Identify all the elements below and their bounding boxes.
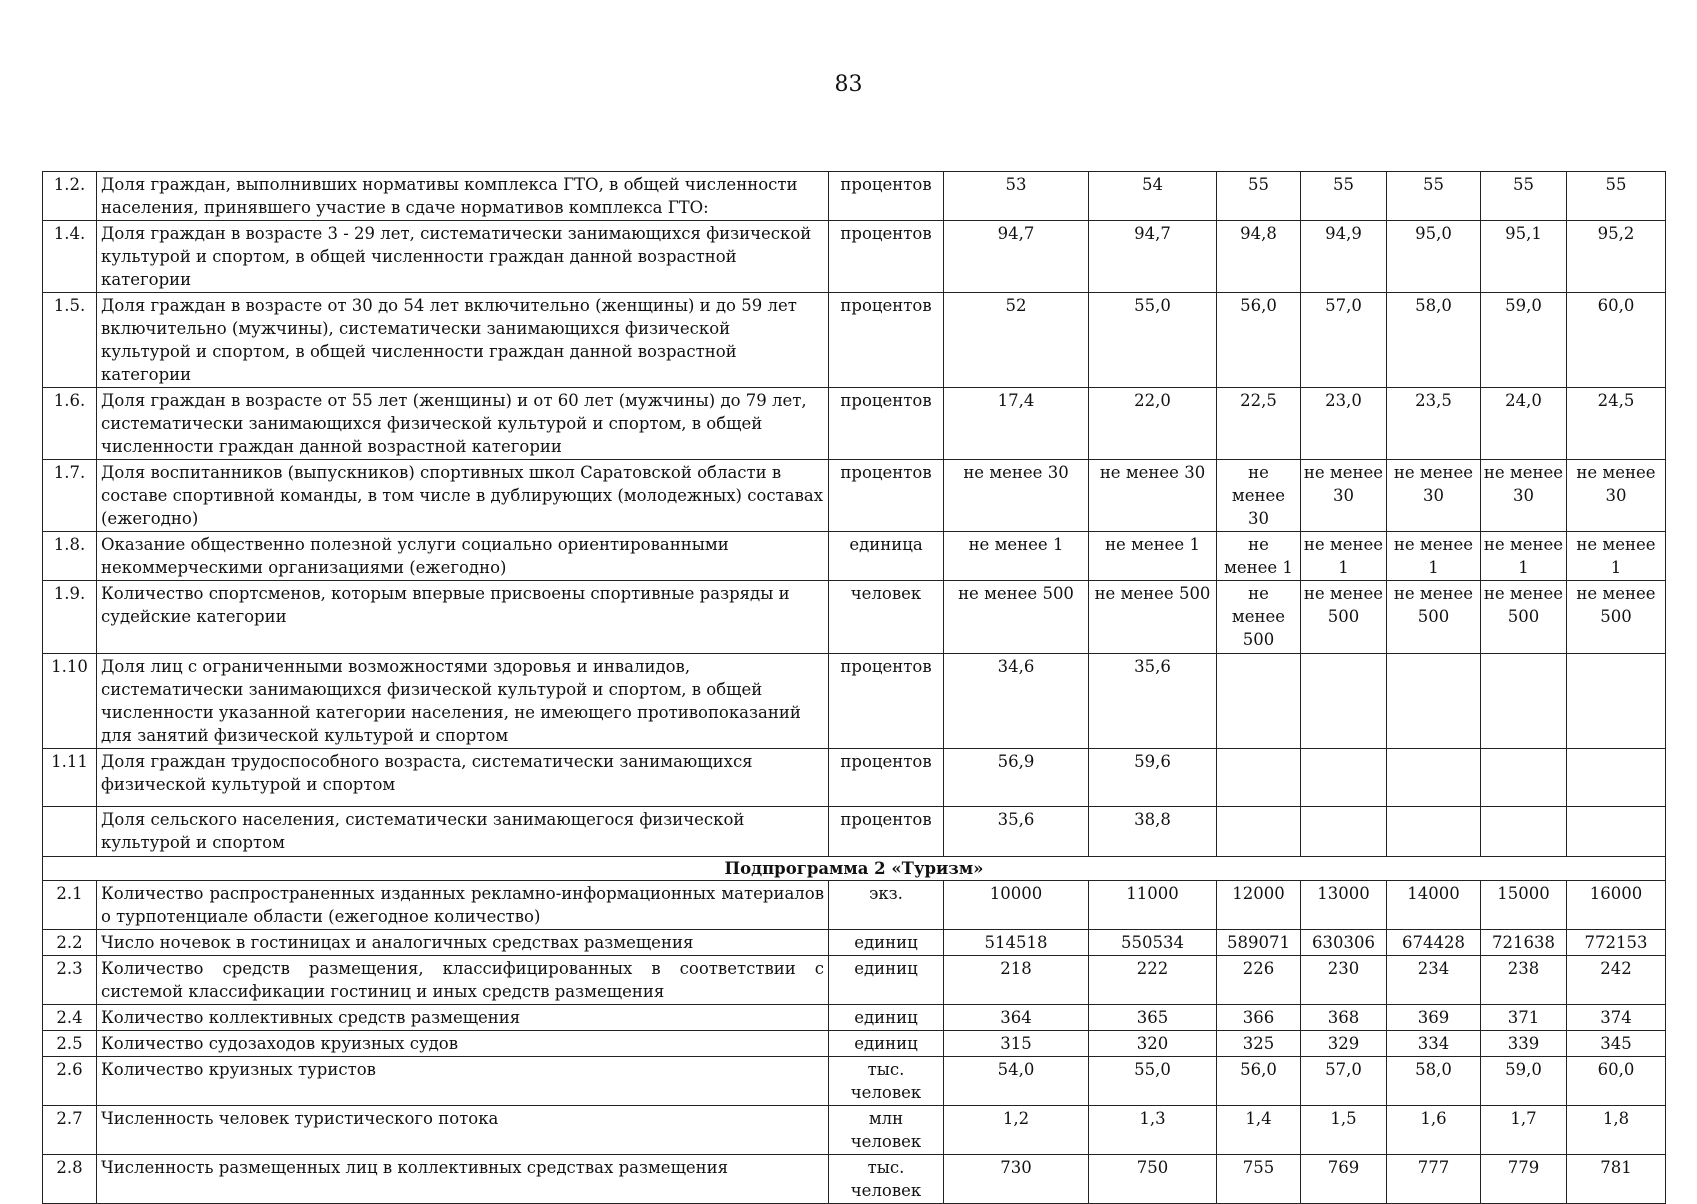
indicator-name: Количество судозаходов круизных судов	[97, 1031, 829, 1057]
value-cell: 57,0	[1301, 1057, 1387, 1106]
value-cell: 55	[1217, 172, 1301, 221]
value-cell: 56,0	[1217, 1057, 1301, 1106]
value-cell: 368	[1301, 1005, 1387, 1031]
value-cell: не менее 1	[944, 532, 1089, 581]
value-cell	[1481, 807, 1567, 857]
value-cell	[1301, 749, 1387, 807]
unit-cell: единиц	[829, 956, 944, 1005]
value-cell: не менее 500	[944, 581, 1089, 654]
value-cell: 60,0	[1567, 1057, 1666, 1106]
indicator-name: Число ночевок в гостиницах и аналогичных средствах размещения	[97, 930, 829, 956]
value-cell: 35,6	[1089, 654, 1217, 749]
value-cell	[1217, 654, 1301, 749]
unit-cell: тыс. человек	[829, 1057, 944, 1106]
row-number: 1.8.	[43, 532, 97, 581]
value-cell: 1,7	[1481, 1106, 1567, 1155]
indicator-name: Доля воспитанников (выпускников) спортивных школ Саратовской области в составе спортивной команды, в том числе в дублирующих (молодежных) составах (ежегодно)	[97, 460, 829, 532]
value-cell: 750	[1089, 1155, 1217, 1204]
value-cell	[1387, 749, 1481, 807]
value-cell: 14000	[1387, 881, 1481, 930]
row-number: 2.7	[43, 1106, 97, 1155]
value-cell: 1,3	[1089, 1106, 1217, 1155]
value-cell: 55	[1481, 172, 1567, 221]
value-cell: 222	[1089, 956, 1217, 1005]
value-cell: не менее 500	[1217, 581, 1301, 654]
row-number: 1.6.	[43, 388, 97, 460]
value-cell: 1,8	[1567, 1106, 1666, 1155]
row-number: 2.1	[43, 881, 97, 930]
table-row	[43, 654, 1666, 749]
value-cell: не менее 500	[1387, 581, 1481, 654]
value-cell: не менее 1	[1567, 532, 1666, 581]
value-cell: 630306	[1301, 930, 1387, 956]
value-cell: 53	[944, 172, 1089, 221]
value-cell: 60,0	[1567, 293, 1666, 388]
value-cell: 55	[1567, 172, 1666, 221]
table-row	[43, 930, 1666, 956]
value-cell	[1217, 807, 1301, 857]
value-cell: 550534	[1089, 930, 1217, 956]
unit-cell: экз.	[829, 881, 944, 930]
value-cell	[1301, 654, 1387, 749]
value-cell	[1567, 807, 1666, 857]
value-cell	[1387, 807, 1481, 857]
value-cell: не менее 30	[1567, 460, 1666, 532]
value-cell: не менее 30	[1217, 460, 1301, 532]
indicator-name: Доля граждан, выполнивших нормативы комплекса ГТО, в общей численности населения, принявшего участие в сдаче нормативов комплекса ГТО:	[97, 172, 829, 221]
value-cell: 56,9	[944, 749, 1089, 807]
value-cell: 365	[1089, 1005, 1217, 1031]
unit-cell: процентов	[829, 807, 944, 857]
value-cell: 781	[1567, 1155, 1666, 1204]
row-number: 2.2	[43, 930, 97, 956]
value-cell: 94,8	[1217, 221, 1301, 293]
indicator-name: Численность размещенных лиц в коллективных средствах размещения	[97, 1155, 829, 1204]
indicator-name: Доля граждан в возрасте 3 - 29 лет, систематически занимающихся физической культурой и спортом, в общей численности граждан данной возрастной категории	[97, 221, 829, 293]
value-cell: 16000	[1567, 881, 1666, 930]
value-cell: 369	[1387, 1005, 1481, 1031]
unit-cell: процентов	[829, 172, 944, 221]
value-cell: не менее 30	[1387, 460, 1481, 532]
value-cell: 94,7	[1089, 221, 1217, 293]
value-cell: 15000	[1481, 881, 1567, 930]
row-number: 1.7.	[43, 460, 97, 532]
unit-cell: единиц	[829, 1031, 944, 1057]
unit-cell: процентов	[829, 221, 944, 293]
value-cell: 674428	[1387, 930, 1481, 956]
value-cell: 58,0	[1387, 293, 1481, 388]
value-cell: 230	[1301, 956, 1387, 1005]
value-cell: 56,0	[1217, 293, 1301, 388]
table-row	[43, 881, 1666, 930]
value-cell: 769	[1301, 1155, 1387, 1204]
value-cell: 17,4	[944, 388, 1089, 460]
indicator-name: Количество распространенных изданных рекламно-информационных материалов о турпотенциале области (ежегодное количество)	[97, 881, 829, 930]
value-cell: 329	[1301, 1031, 1387, 1057]
value-cell: 345	[1567, 1031, 1666, 1057]
table-row	[43, 172, 1666, 221]
row-number: 1.5.	[43, 293, 97, 388]
value-cell: 10000	[944, 881, 1089, 930]
unit-cell: процентов	[829, 388, 944, 460]
table-row	[43, 749, 1666, 807]
value-cell: 777	[1387, 1155, 1481, 1204]
value-cell: 22,5	[1217, 388, 1301, 460]
value-cell: 364	[944, 1005, 1089, 1031]
unit-cell: процентов	[829, 293, 944, 388]
value-cell: не менее 1	[1217, 532, 1301, 581]
indicator-name: Доля граждан в возрасте от 30 до 54 лет включительно (женщины) и до 59 лет включительно (мужчины), систематически занимающихся физической культурой и спортом, в общей численности граждан данной возрастной категории	[97, 293, 829, 388]
value-cell: не менее 30	[1089, 460, 1217, 532]
value-cell: 59,6	[1089, 749, 1217, 807]
table-row	[43, 388, 1666, 460]
value-cell: не менее 1	[1481, 532, 1567, 581]
value-cell: 234	[1387, 956, 1481, 1005]
table-row	[43, 293, 1666, 388]
value-cell: 325	[1217, 1031, 1301, 1057]
value-cell	[1301, 807, 1387, 857]
indicators-table	[42, 171, 1666, 1204]
table-row	[43, 581, 1666, 654]
row-number: 2.3	[43, 956, 97, 1005]
row-number: 1.4.	[43, 221, 97, 293]
value-cell: 24,0	[1481, 388, 1567, 460]
table-row	[43, 807, 1666, 857]
value-cell: 24,5	[1567, 388, 1666, 460]
indicator-name: Доля лиц с ограниченными возможностями здоровья и инвалидов, систематически занимающихся физической культурой и спортом, в общей численности указанной категории населения, не имеющего противопоказаний для занятий физической культурой и спортом	[97, 654, 829, 749]
value-cell: 59,0	[1481, 293, 1567, 388]
table-row	[43, 1155, 1666, 1204]
unit-cell: процентов	[829, 460, 944, 532]
value-cell: 238	[1481, 956, 1567, 1005]
unit-cell: единица	[829, 532, 944, 581]
value-cell: 55	[1387, 172, 1481, 221]
indicator-name: Количество средств размещения, классифицированных в соответствии с системой классификации гостиниц и иных средств размещения	[97, 956, 829, 1005]
value-cell: 13000	[1301, 881, 1387, 930]
value-cell: 226	[1217, 956, 1301, 1005]
value-cell: 94,9	[1301, 221, 1387, 293]
value-cell: 23,5	[1387, 388, 1481, 460]
table-row	[43, 221, 1666, 293]
value-cell: 366	[1217, 1005, 1301, 1031]
unit-cell: единиц	[829, 1005, 944, 1031]
table-row	[43, 1057, 1666, 1106]
value-cell: 52	[944, 293, 1089, 388]
unit-cell: единиц	[829, 930, 944, 956]
indicator-name: Доля граждан трудоспособного возраста, систематически занимающихся физической культурой и спортом	[97, 749, 829, 807]
table-body-tourism	[43, 881, 1666, 1204]
unit-cell: тыс. человек	[829, 1155, 944, 1204]
value-cell: 55,0	[1089, 1057, 1217, 1106]
unit-cell: млн человек	[829, 1106, 944, 1155]
value-cell: 1,2	[944, 1106, 1089, 1155]
value-cell: 374	[1567, 1005, 1666, 1031]
value-cell: 54	[1089, 172, 1217, 221]
value-cell: 95,1	[1481, 221, 1567, 293]
row-number	[43, 807, 97, 857]
value-cell: 339	[1481, 1031, 1567, 1057]
value-cell: 54,0	[944, 1057, 1089, 1106]
value-cell: 11000	[1089, 881, 1217, 930]
value-cell: 589071	[1217, 930, 1301, 956]
value-cell: 218	[944, 956, 1089, 1005]
value-cell: 721638	[1481, 930, 1567, 956]
value-cell: не менее 1	[1387, 532, 1481, 581]
value-cell: 35,6	[944, 807, 1089, 857]
table-body-section	[43, 857, 1666, 881]
subprogram-2-heading-row	[43, 857, 1666, 881]
value-cell: 55,0	[1089, 293, 1217, 388]
page-number: 83	[834, 72, 863, 97]
indicator-name: Доля сельского населения, систематически занимающегося физической культурой и спортом	[97, 807, 829, 857]
value-cell: не менее 500	[1567, 581, 1666, 654]
unit-cell: процентов	[829, 654, 944, 749]
value-cell: 22,0	[1089, 388, 1217, 460]
row-number: 2.8	[43, 1155, 97, 1204]
table-row	[43, 956, 1666, 1005]
indicator-name: Количество круизных туристов	[97, 1057, 829, 1106]
value-cell: не менее 30	[1301, 460, 1387, 532]
value-cell: не менее 1	[1089, 532, 1217, 581]
value-cell: не менее 1	[1301, 532, 1387, 581]
value-cell	[1481, 654, 1567, 749]
indicator-name: Количество коллективных средств размещения	[97, 1005, 829, 1031]
row-number: 2.6	[43, 1057, 97, 1106]
value-cell	[1217, 749, 1301, 807]
value-cell	[1567, 749, 1666, 807]
value-cell	[1387, 654, 1481, 749]
indicator-name: Доля граждан в возрасте от 55 лет (женщины) и от 60 лет (мужчины) до 79 лет, систематически занимающихся физической культурой и спортом, в общей численности граждан данной возрастной категории	[97, 388, 829, 460]
value-cell: не менее 30	[1481, 460, 1567, 532]
table-row	[43, 1031, 1666, 1057]
value-cell	[1481, 749, 1567, 807]
value-cell: 371	[1481, 1005, 1567, 1031]
indicator-name: Оказание общественно полезной услуги социально ориентированными некоммерческими организациями (ежегодно)	[97, 532, 829, 581]
table-row	[43, 532, 1666, 581]
unit-cell: человек	[829, 581, 944, 654]
value-cell: 94,7	[944, 221, 1089, 293]
subprogram-2-title: Подпрограмма 2 «Туризм»	[43, 857, 1666, 881]
value-cell: 1,6	[1387, 1106, 1481, 1155]
table-body-sport	[43, 172, 1666, 857]
value-cell: не менее 500	[1481, 581, 1567, 654]
value-cell: 57,0	[1301, 293, 1387, 388]
value-cell: 23,0	[1301, 388, 1387, 460]
value-cell: 755	[1217, 1155, 1301, 1204]
value-cell: 242	[1567, 956, 1666, 1005]
value-cell: не менее 500	[1301, 581, 1387, 654]
table-row	[43, 460, 1666, 532]
value-cell: 514518	[944, 930, 1089, 956]
indicator-name: Количество спортсменов, которым впервые присвоены спортивные разряды и судейские категории	[97, 581, 829, 654]
row-number: 2.5	[43, 1031, 97, 1057]
value-cell: 95,2	[1567, 221, 1666, 293]
value-cell: 1,4	[1217, 1106, 1301, 1155]
table-row	[43, 1005, 1666, 1031]
value-cell: 12000	[1217, 881, 1301, 930]
value-cell	[1567, 654, 1666, 749]
value-cell: 38,8	[1089, 807, 1217, 857]
value-cell: не менее 30	[944, 460, 1089, 532]
value-cell: 315	[944, 1031, 1089, 1057]
row-number: 2.4	[43, 1005, 97, 1031]
value-cell: 55	[1301, 172, 1387, 221]
row-number: 1.10	[43, 654, 97, 749]
value-cell: 772153	[1567, 930, 1666, 956]
value-cell: не менее 500	[1089, 581, 1217, 654]
value-cell: 1,5	[1301, 1106, 1387, 1155]
value-cell: 59,0	[1481, 1057, 1567, 1106]
value-cell: 95,0	[1387, 221, 1481, 293]
value-cell: 334	[1387, 1031, 1481, 1057]
row-number: 1.2.	[43, 172, 97, 221]
value-cell: 58,0	[1387, 1057, 1481, 1106]
value-cell: 779	[1481, 1155, 1567, 1204]
table-row	[43, 1106, 1666, 1155]
value-cell: 34,6	[944, 654, 1089, 749]
value-cell: 730	[944, 1155, 1089, 1204]
row-number: 1.9.	[43, 581, 97, 654]
indicator-name: Численность человек туристического потока	[97, 1106, 829, 1155]
unit-cell: процентов	[829, 749, 944, 807]
value-cell: 320	[1089, 1031, 1217, 1057]
row-number: 1.11	[43, 749, 97, 807]
